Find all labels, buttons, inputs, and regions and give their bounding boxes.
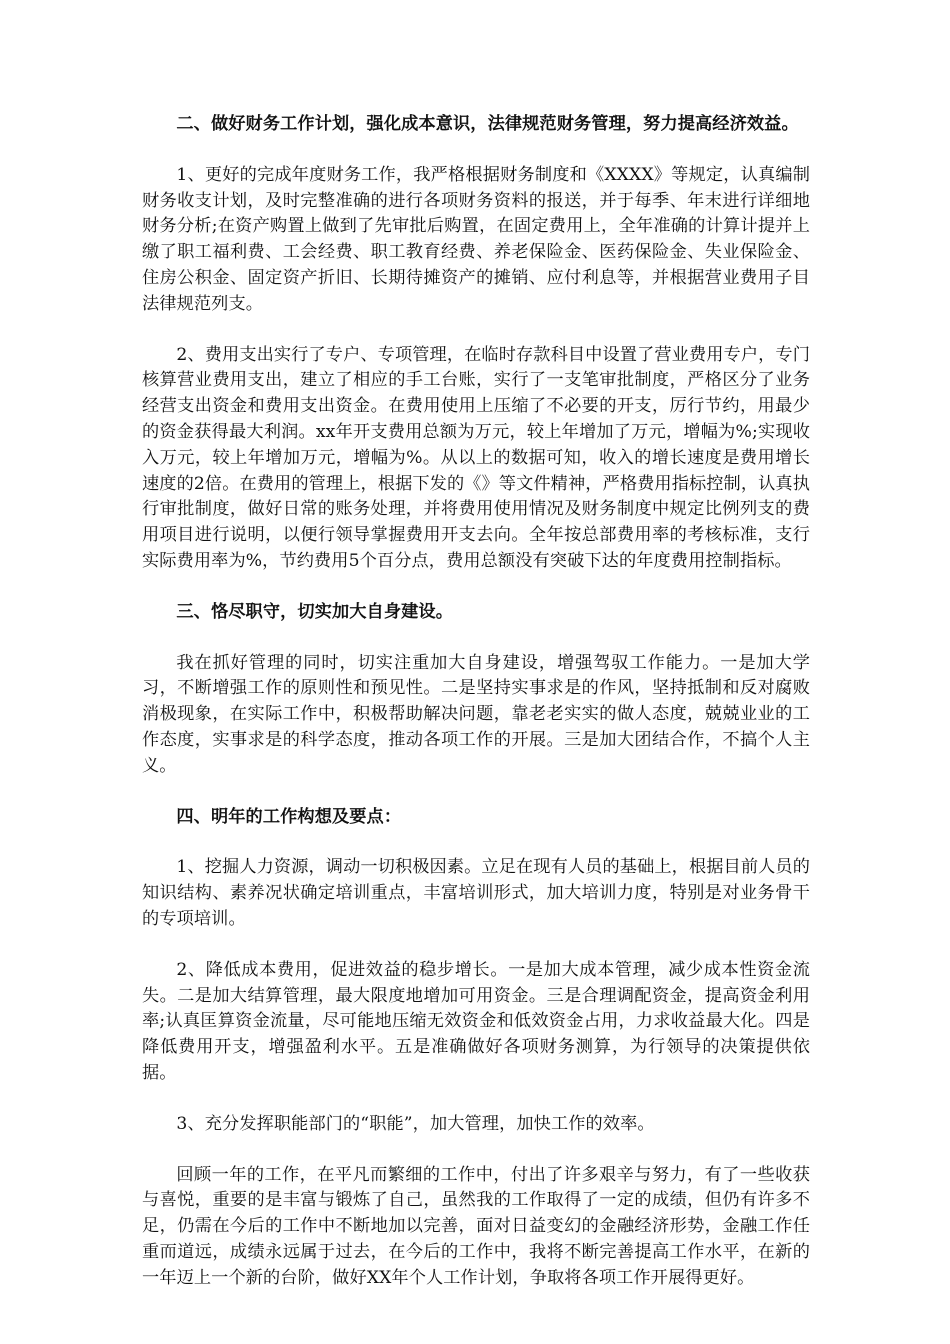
paragraph-expense-management: 2、费用支出实行了专户、专项管理，在临时存款科目中设置了营业费用专户，专门核算营业费用支出，建立了相应的手工台账，实行了一支笔审批制度，严格区分了业务经营支出资金和费用支出资金。在费用使用上压缩了不必要的开支，厉行节约，用最少的资金获得最大利润。xx年开支费用总额为万元，较上年增加了万元，增幅为%;实现收入万元，较上年增加万元，增幅为%。从以上的数据可知，收入的增长速度是费用增长速度的2倍。在费用的管理上，根据下发的《》等文件精神，严格费用指标控制，认真执行审批制度，做好日常的账务处理，并将费用使用情况及财务制度中规定比例列支的费用项目进行说明，以便行领导掌握费用开支去向。全年按总部费用率的考核标准，支行实际费用率为%，节约费用5个百分点，费用总额没有突破下达的年度费用控制指标。 [142,344,810,571]
document-page [142,112,810,1316]
paragraph-human-resources: 1、挖掘人力资源，调动一切积极因素。立足在现有人员的基础上，根据目前人员的知识结构、素养况状确定培训重点，丰富培训形式，加大培训力度，特别是对业务骨干的专项培训。 [142,857,810,929]
paragraph-self-development: 我在抓好管理的同时，切实注重加大自身建设，增强驾驭工作能力。一是加大学习，不断增强工作的原则性和预见性。二是坚持实事求是的作风，坚持抵制和反对腐败消极现象，在实际工作中，积极帮助解决问题，靠老老实实的做人态度，兢兢业业的工作态度，实事求是的科学态度，推动各项工作的开展。三是加大团结合作，不搞个人主义。 [142,652,810,776]
paragraph-finance-plan: 1、更好的完成年度财务工作，我严格根据财务制度和《XXXX》等规定，认真编制财务收支计划，及时完整准确的进行各项财务资料的报送，并于每季、年末进行详细地财务分析;在资产购置上做到了先审批后购置，在固定费用上，全年准确的计算计提并上缴了职工福利费、工会经费、职工教育经费、养老保险金、医药保险金、失业保险金、住房公积金、固定资产折旧、长期待摊资产的摊销、应付利息等，并根据营业费用子目法律规范列支。 [142,164,810,314]
section-heading-4: 四、明年的工作构想及要点： [176,806,402,827]
section-heading-3: 三、恪尽职守，切实加大自身建设。 [176,601,453,622]
section-heading-2: 二、做好财务工作计划，强化成本意识，法律规范财务管理，努力提高经济效益。 [176,114,799,134]
paragraph-cost-reduction: 2、降低成本费用，促进效益的稳步增长。一是加大成本管理，减少成本性资金流失。二是加大结算管理，最大限度地增加可用资金。三是合理调配资金，提高资金利用率;认真匡算资金流量，尽可能地压缩无效资金和低效资金占用，力求收益最大化。四是降低费用开支，增强盈利水平。五是准确做好各项财务测算，为行领导的决策提供依据。 [142,959,810,1083]
paragraph-review-summary: 回顾一年的工作，在平凡而繁细的工作中，付出了许多艰辛与努力，有了一些收获与喜悦，重要的是丰富与锻炼了自己，虽然我的工作取得了一定的成绩，但仍有许多不足，仍需在今后的工作中不断地加以完善，面对日益变幻的金融经济形势，金融工作任重而道远，成绩永远属于过去，在今后的工作中，我将不断完善提高工作水平，在新的一年迈上一个新的台阶，做好XX年个人工作计划，争取将各项工作开展得更好。 [142,1164,810,1288]
paragraph-department-function: 3、充分发挥职能部门的“职能”，加大管理，加快工作的效率。 [176,1113,655,1134]
